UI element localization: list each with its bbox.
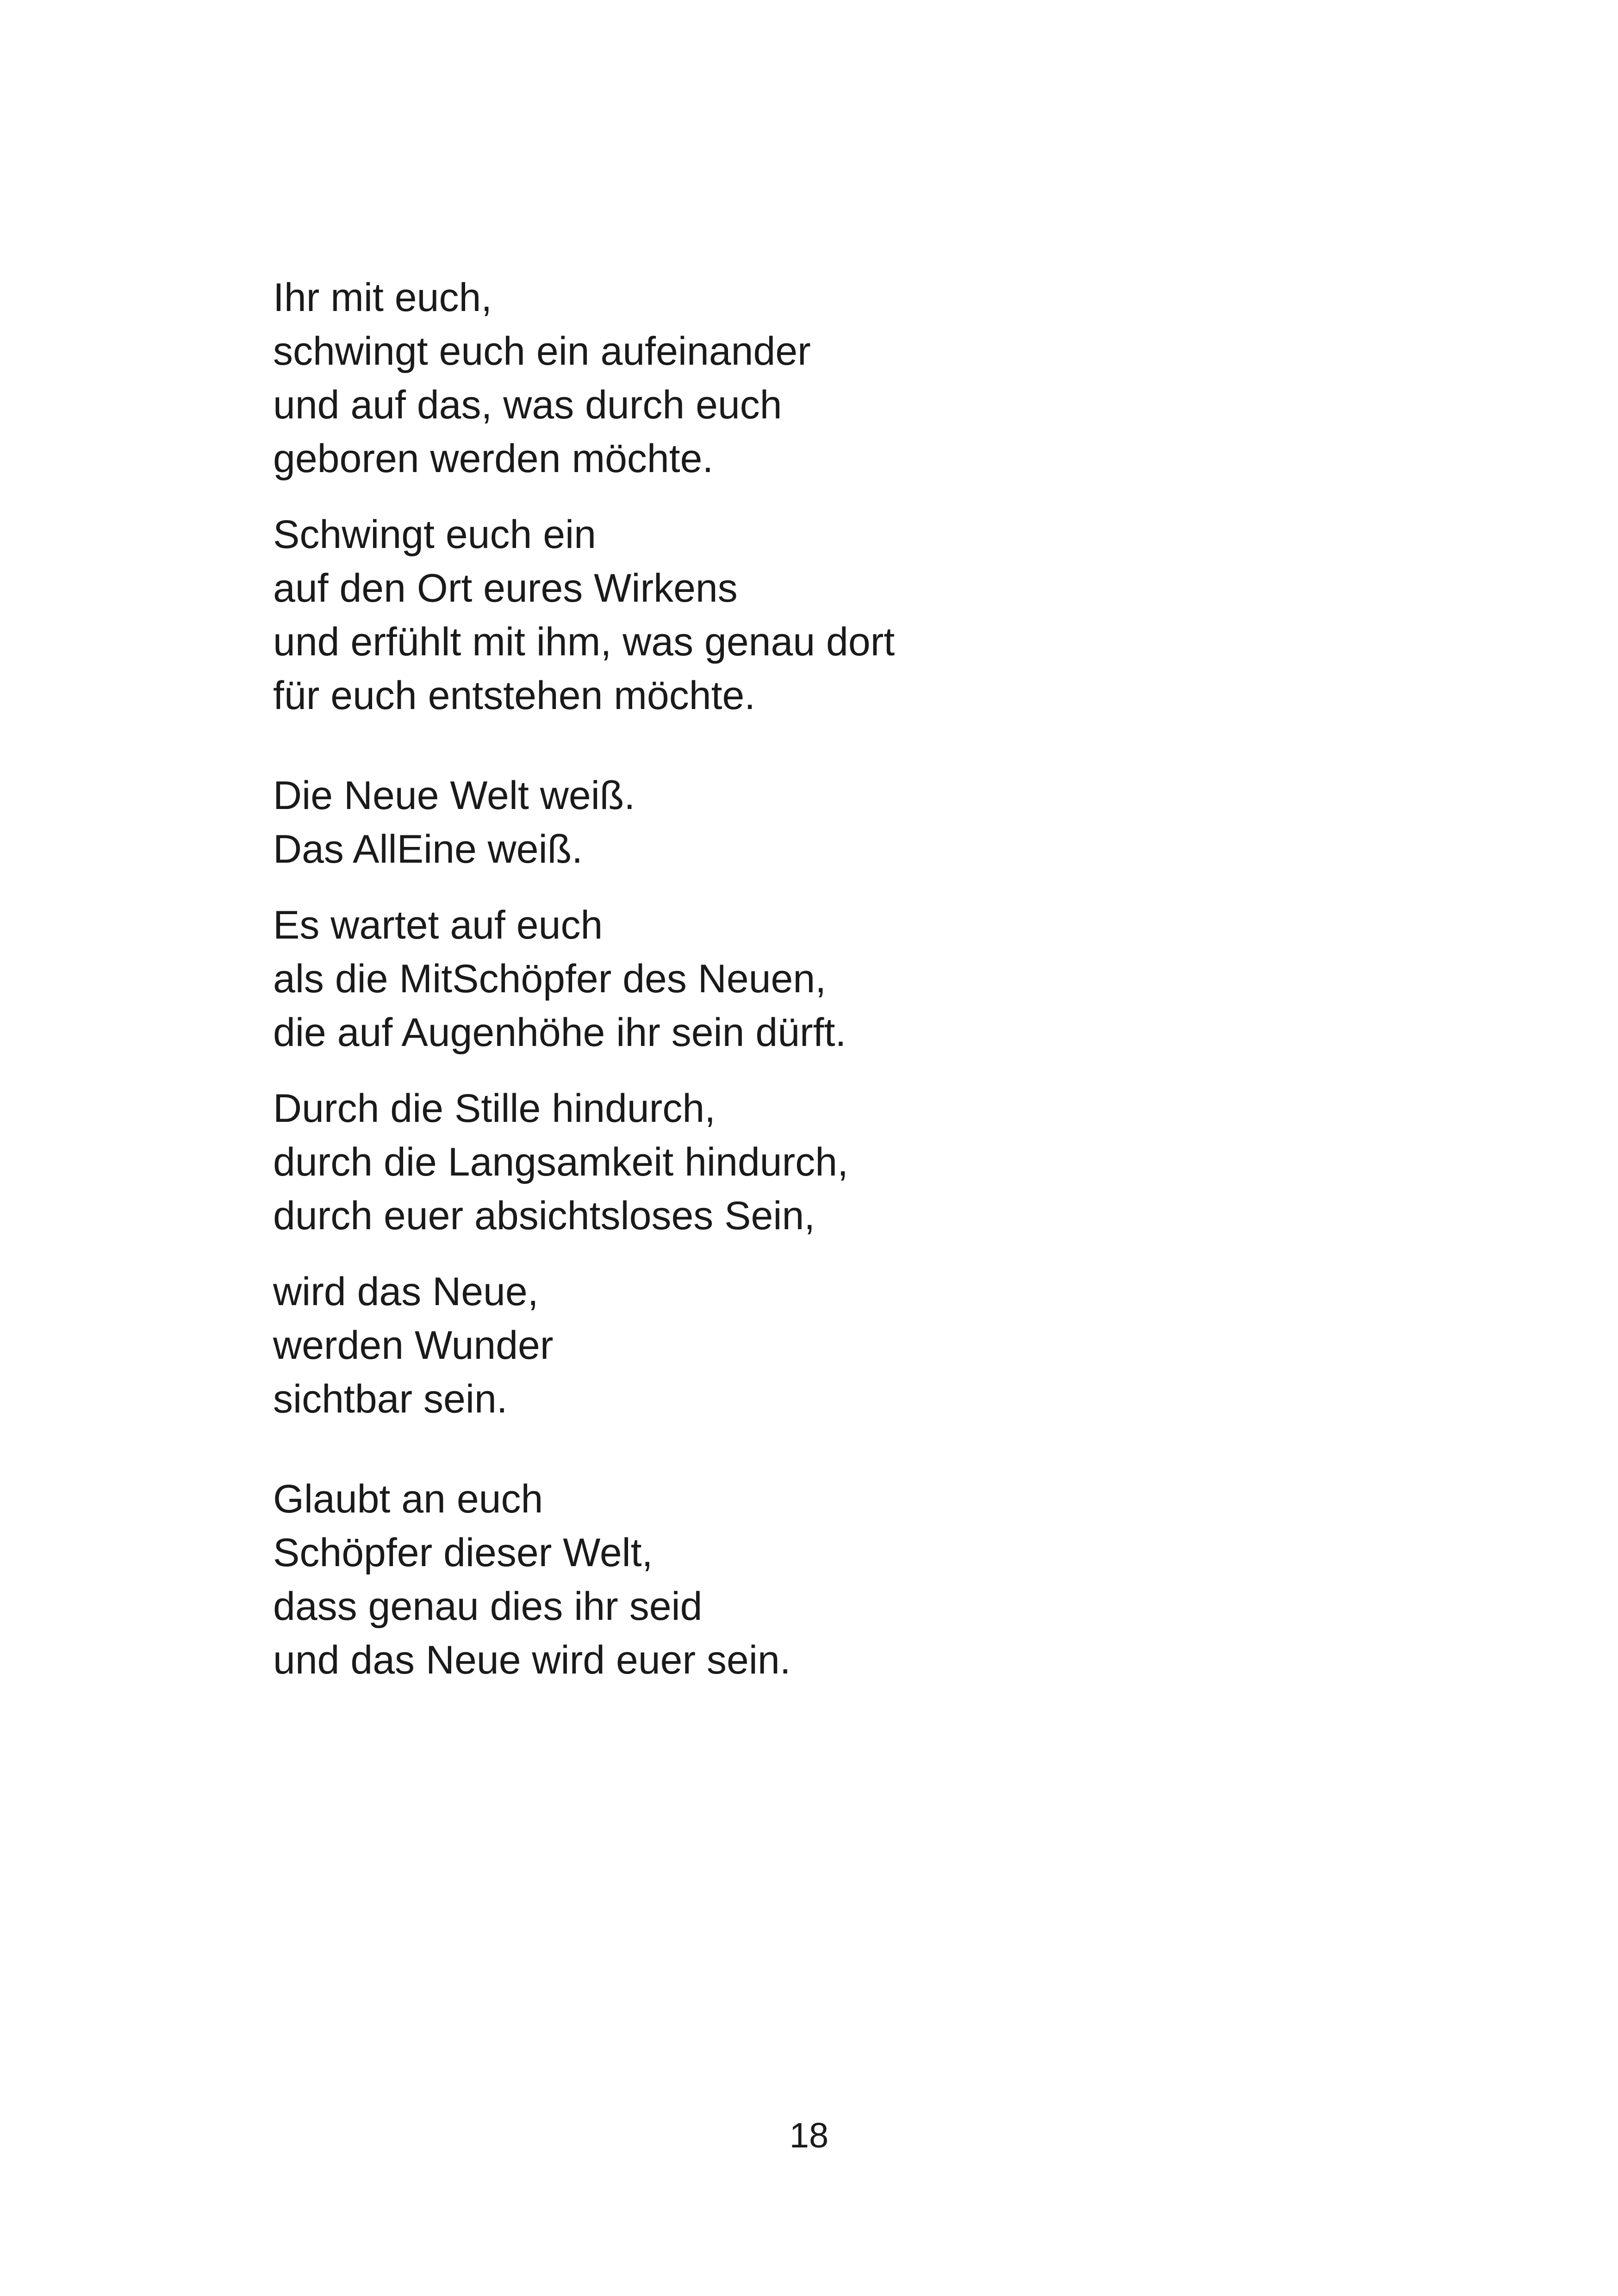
poem-line: Glaubt an euch: [273, 1477, 543, 1521]
poem-line: Ihr mit euch,: [273, 275, 492, 320]
stanza-7: [273, 1472, 1384, 1687]
stanza-3: [273, 769, 1384, 876]
poem-line: geboren werden möchte.: [273, 436, 714, 481]
stanza-gap: [273, 1243, 1384, 1265]
poem-line: und das Neue wird euer sein.: [273, 1638, 791, 1682]
poem-line: Durch die Stille hindurch,: [273, 1086, 716, 1131]
stanza-6: [273, 1265, 1384, 1426]
stanza-5: [273, 1082, 1384, 1243]
poem-line: wird das Neue,: [273, 1269, 539, 1314]
stanza-4: [273, 898, 1384, 1059]
poem-line: dass genau dies ihr seid: [273, 1584, 703, 1629]
stanza-gap: [273, 722, 1384, 769]
stanza-gap: [273, 485, 1384, 508]
poem-line: sichtbar sein.: [273, 1377, 508, 1421]
poem-line: durch euer absichtsloses Sein,: [273, 1194, 815, 1238]
poem-line: die auf Augenhöhe ihr sein dürft.: [273, 1010, 846, 1055]
stanza-1: [273, 271, 1384, 485]
stanza-gap: [273, 876, 1384, 898]
poem-line: Es wartet auf euch: [273, 903, 603, 947]
page-number: 18: [789, 2116, 829, 2155]
poem-line: als die MitSchöpfer des Neuen,: [273, 957, 827, 1001]
poem-line: auf den Ort eures Wirkens: [273, 566, 738, 610]
stanza-gap: [273, 1059, 1384, 1082]
stanza-gap: [273, 1426, 1384, 1472]
poem-body: [273, 271, 1384, 1687]
poem-line: schwingt euch ein aufeinander: [273, 329, 811, 373]
poem-line: Das AllEine weiß.: [273, 827, 583, 871]
stanza-2: [273, 508, 1384, 722]
poem-line: werden Wunder: [273, 1323, 554, 1368]
poem-line: und auf das, was durch euch: [273, 383, 782, 427]
poem-line: Schwingt euch ein: [273, 512, 596, 557]
poem-line: Die Neue Welt weiß.: [273, 773, 635, 818]
poem-line: für euch entstehen möchte.: [273, 673, 756, 718]
poem-line: durch die Langsamkeit hindurch,: [273, 1140, 848, 1184]
poem-line: und erfühlt mit ihm, was genau dort: [273, 620, 895, 664]
poem-line: Schöpfer dieser Welt,: [273, 1531, 653, 1575]
